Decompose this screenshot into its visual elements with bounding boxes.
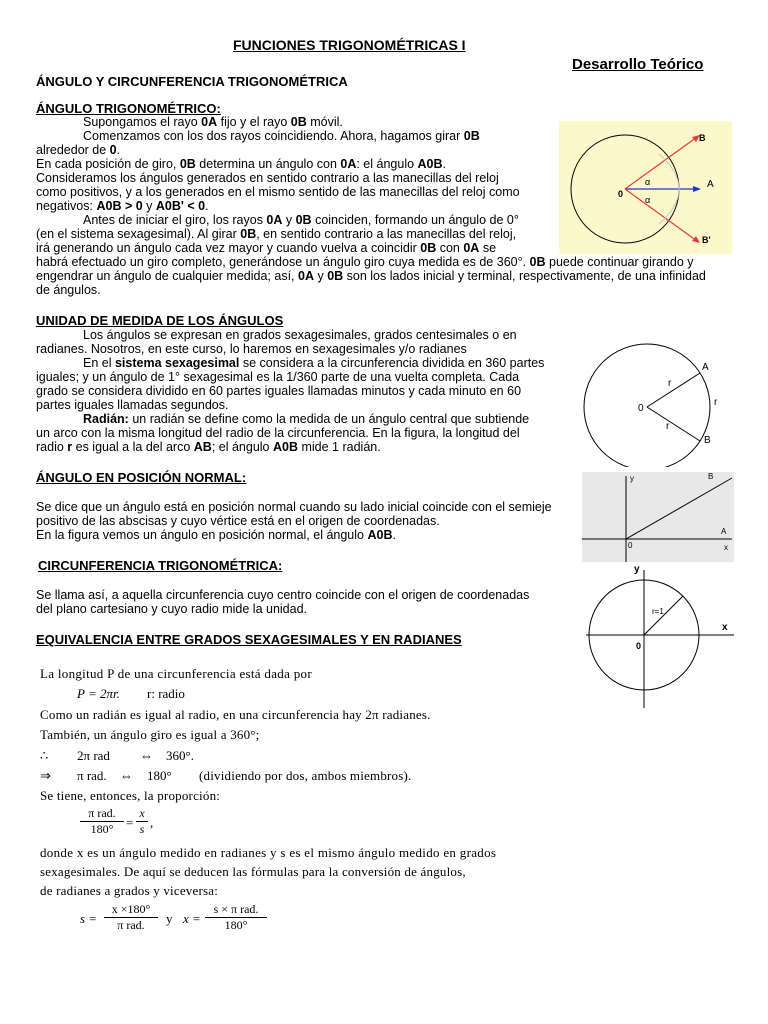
fraction-1-comma: , — [150, 815, 154, 830]
figure-angulo-trigonometrico — [559, 121, 732, 254]
equiv-heading: EQUIVALENCIA ENTRE GRADOS SEXAGESIMALES Y EN RADIANES — [36, 632, 462, 647]
text-segment: 0B — [463, 129, 480, 143]
text-segment: habrá efectuado un giro completo, generándose un ángulo giro cuya medida es de 360°. — [36, 255, 530, 269]
text-segment: 0B — [179, 157, 196, 171]
text-segment: un arco con la misma longitud del radio de la circunferencia. En la figura, la longitud del — [36, 426, 520, 440]
fig2-label-r2: r — [666, 421, 670, 432]
fraction-1-right-den: s — [139, 822, 145, 836]
fig3-label-b: B — [708, 472, 714, 481]
fig3-label-x: x — [724, 543, 728, 552]
figure-circunferencia-trigonometrica — [586, 562, 734, 708]
text-segment: engendrar un ángulo de cualquier medida; así, — [36, 269, 298, 283]
angulo-p9 — [36, 227, 516, 241]
text-segment: , en sentido contrario a las manecillas del reloj, — [256, 227, 517, 241]
text-segment: se — [479, 241, 497, 255]
angulo-p5 — [36, 171, 499, 185]
fig4-label-y: y — [634, 564, 640, 575]
equiv-line-3: Como un radián es igual al radio, en una circunferencia hay 2π radianes. — [40, 707, 431, 722]
equiv-line-6d: 180° — [147, 768, 172, 783]
text-segment: radián. — [342, 440, 381, 454]
figure-radian — [569, 323, 735, 467]
formula-x-den: 180° — [224, 918, 248, 932]
unidad-p4 — [36, 370, 519, 384]
unidad-p6 — [36, 398, 228, 412]
figure-posicion-normal — [582, 472, 734, 562]
normal-p3 — [36, 528, 396, 542]
fig2-label-b: B — [704, 435, 711, 446]
unidad-p1 — [83, 328, 517, 342]
text-segment: 0B — [529, 255, 546, 269]
text-segment: móvil. — [306, 115, 343, 129]
text-segment: En la figura vemos un ángulo en posición normal, el ángulo — [36, 528, 368, 542]
text-segment: 0A — [463, 241, 480, 255]
fraction-1-right-num: x — [136, 806, 148, 822]
angulo-p11 — [36, 255, 694, 269]
text-segment: y — [282, 213, 296, 227]
formula-s-den: π rad. — [117, 918, 145, 932]
iff-symbol-1: ⇔ — [140, 748, 153, 763]
page-title: FUNCIONES TRIGONOMÉTRICAS I — [233, 37, 466, 53]
text-segment: 0B — [420, 241, 437, 255]
text-segment: 0A — [266, 213, 283, 227]
text-segment: A0B — [367, 528, 393, 542]
text-segment: Consideramos los ángulos generados en sentido contrario a las manecillas del reloj — [36, 171, 499, 185]
text-segment: 0B — [240, 227, 257, 241]
text-segment: A0B' < 0 — [155, 199, 206, 213]
implies-symbol: ⇒ — [40, 768, 51, 783]
equiv-line-5d: 360°. — [166, 748, 194, 763]
text-segment: : el ángulo — [356, 157, 418, 171]
formula-s-num: x ×180° — [104, 902, 158, 918]
equiv-line-2b: r: radio — [147, 686, 185, 701]
formula-x-num: s × π rad. — [205, 902, 267, 918]
fig3-label-a: A — [721, 527, 727, 536]
angulo-p7 — [36, 199, 209, 213]
text-segment: grado se considera dividido en 60 partes iguales llamadas minutos y cada minuto en 60 — [36, 384, 522, 398]
text-segment: de ángulos. — [36, 283, 101, 297]
fraction-1-left-num: π rad. — [80, 806, 124, 822]
unidad-p3 — [83, 356, 544, 370]
text-segment: es igual a la del arco — [72, 440, 194, 454]
equiv-line-6e: (dividiendo por dos, ambos miembros). — [199, 768, 412, 783]
unidad-p5 — [36, 384, 521, 398]
text-segment: radio — [36, 440, 68, 454]
fig4-label-r: r=1 — [652, 607, 664, 616]
text-segment: En el — [83, 356, 115, 370]
text-segment: ; el ángulo — [211, 440, 273, 454]
equiv-line-9: sexagesimales. De aquí se deducen las fórmulas para la conversión de ángulos, — [40, 864, 466, 879]
text-segment: del plano cartesiano y cuyo radio mide la unidad. — [36, 602, 308, 616]
equiv-line-10: de radianes a grados y viceversa: — [40, 883, 219, 898]
text-segment: A0B — [417, 157, 443, 171]
text-segment: A0B — [273, 440, 299, 454]
text-segment: y — [313, 269, 328, 283]
text-segment: alrededor de — [36, 143, 110, 157]
text-segment: 0A — [340, 157, 357, 171]
text-segment: AB — [193, 440, 212, 454]
equiv-line-5b: 2π rad — [77, 748, 110, 763]
equiv-line-7: Se tiene, entonces, la proporción: — [40, 788, 221, 803]
fig3-label-y: y — [630, 474, 634, 483]
formula-s-fraction — [104, 902, 158, 933]
text-segment: Los ángulos se expresan en grados sexagesimales, grados centesimales o en — [83, 328, 517, 342]
text-segment: y — [142, 199, 156, 213]
fig4-label-o: 0 — [636, 641, 642, 651]
text-segment: r — [67, 440, 73, 454]
text-segment: . — [205, 199, 209, 213]
fraction-1-left-den: 180° — [90, 822, 114, 836]
text-segment: Se llama así, a aquella circunferencia cuyo centro coincide con el origen de coordenadas — [36, 588, 530, 602]
angulo-p3 — [36, 143, 120, 157]
text-segment: positivo de las abscisas y cuyo vértice está en el origen de coordenadas. — [36, 514, 440, 528]
angulo-heading: ÁNGULO TRIGONOMÉTRICO: — [36, 101, 221, 116]
equiv-line-8: donde x es un ángulo medido en radianes y s es el mismo ángulo medido en grados — [40, 845, 497, 860]
angulo-p12 — [36, 269, 706, 283]
fraction-1-left — [80, 806, 124, 837]
angulo-p6 — [36, 185, 520, 199]
text-segment: . — [392, 528, 396, 542]
equiv-line-6b: π rad. — [77, 768, 107, 783]
text-segment: determina un ángulo con — [195, 157, 341, 171]
text-segment: coinciden, formando un ángulo de 0° — [311, 213, 519, 227]
fig1-label-b: B — [699, 133, 706, 143]
normal-p2 — [36, 514, 440, 528]
text-segment: como positivos, y a los generados en el mismo sentido de las manecillas del reloj como — [36, 185, 520, 199]
fig1-label-o: 0 — [618, 189, 624, 199]
fig1-label-alpha2: α — [645, 195, 651, 205]
unidad-p8 — [36, 426, 520, 440]
unidad-p2 — [36, 342, 467, 356]
text-segment: 0A — [298, 269, 314, 283]
equiv-line-4: También, un ángulo giro es igual a 360°; — [40, 727, 260, 742]
text-segment: Antes de iniciar el giro, los rayos — [83, 213, 267, 227]
text-segment: En cada posición de giro, — [36, 157, 180, 171]
unidad-heading: UNIDAD DE MEDIDA DE LOS ÁNGULOS — [36, 313, 284, 328]
fraction-1-equals: = — [126, 815, 134, 830]
text-segment: negativos: — [36, 199, 97, 213]
text-segment: (en el sistema sexagesimal). Al girar — [36, 227, 241, 241]
angulo-p13 — [36, 283, 101, 297]
angulo-p10 — [36, 241, 496, 255]
formula-y-connector: y — [166, 911, 173, 926]
therefore-symbol: ∴ — [40, 748, 49, 763]
text-segment: radianes. Nosotros, en este curso, lo haremos en sexagesimales y/o radianes — [36, 342, 467, 356]
text-segment: Radián: — [83, 412, 129, 426]
normal-heading: ÁNGULO EN POSICIÓN NORMAL: — [36, 470, 247, 485]
circ-p1 — [36, 588, 529, 602]
text-segment: . — [442, 157, 447, 171]
formula-x-label: x = — [183, 911, 201, 926]
text-segment: 0 — [109, 143, 117, 157]
fig2-label-r3: r — [714, 397, 718, 408]
normal-p1 — [36, 500, 552, 514]
fig1-label-a: A — [707, 179, 714, 190]
text-segment: mide 1 — [298, 440, 343, 454]
text-segment: fijo y el rayo — [217, 115, 291, 129]
formula-s-label: s = — [80, 911, 98, 926]
text-segment: sistema sexagesimal — [114, 356, 240, 370]
text-segment: Supongamos el rayo — [83, 115, 202, 129]
angulo-p8 — [83, 213, 519, 227]
equiv-line-2a: P = 2πr. — [77, 686, 120, 701]
unidad-p9 — [36, 440, 381, 454]
page-subtitle: Desarrollo Teórico — [572, 56, 704, 73]
text-segment: un radián se define como la medida de un ángulo central que subtiende — [128, 412, 530, 426]
fig1-label-alpha1: α — [645, 177, 651, 187]
text-segment: 0B — [290, 115, 307, 129]
text-segment: partes iguales llamadas segundos. — [36, 398, 229, 412]
circ-heading: CIRCUNFERENCIA TRIGONOMÉTRICA: — [38, 558, 283, 573]
text-segment: irá generando un ángulo cada vez mayor y cuando vuelva a coincidir — [36, 241, 421, 255]
fig2-label-a: A — [702, 362, 709, 373]
text-segment: Se dice que un ángulo está en posición normal cuando su lado inicial coincide con el semieje — [36, 500, 552, 514]
text-segment: se considera a la circunferencia dividida en 360 partes — [239, 356, 545, 370]
fraction-1-right — [136, 806, 148, 837]
angulo-p2 — [83, 129, 480, 143]
equiv-line-1: La longitud P de una circunferencia está dada por — [40, 666, 312, 681]
text-segment: A0B > 0 — [96, 199, 143, 213]
text-segment: 0B — [295, 213, 312, 227]
iff-symbol-2: ⇔ — [120, 768, 133, 783]
fig4-label-x: x — [722, 622, 728, 633]
text-segment: . — [116, 143, 121, 157]
circ-p2 — [36, 602, 307, 616]
section-main-heading: ÁNGULO Y CIRCUNFERENCIA TRIGONOMÉTRICA — [36, 74, 348, 89]
fig2-label-o: 0 — [638, 403, 644, 414]
text-segment: 0B — [327, 269, 344, 283]
fig2-label-r1: r — [668, 378, 672, 389]
text-segment: Comenzamos con los dos rayos coincidiendo. Ahora, hagamos girar — [83, 129, 464, 143]
angulo-p4 — [36, 157, 446, 171]
text-segment: con — [436, 241, 464, 255]
text-segment: son los lados inicial y terminal, respectivamente, de una infinidad — [343, 269, 706, 283]
fig1-label-bprime: B' — [702, 235, 711, 245]
text-segment: iguales; y un ángulo de 1° sexagesimal es la 1/360 parte de una vuelta completa. Cada — [36, 370, 520, 384]
text-segment: 0A — [201, 115, 218, 129]
formula-x-fraction — [205, 902, 267, 933]
angulo-p1 — [83, 115, 343, 129]
unidad-p7 — [83, 412, 529, 426]
text-segment: puede continuar girando y — [545, 255, 694, 269]
fig3-label-o: 0 — [628, 541, 633, 550]
